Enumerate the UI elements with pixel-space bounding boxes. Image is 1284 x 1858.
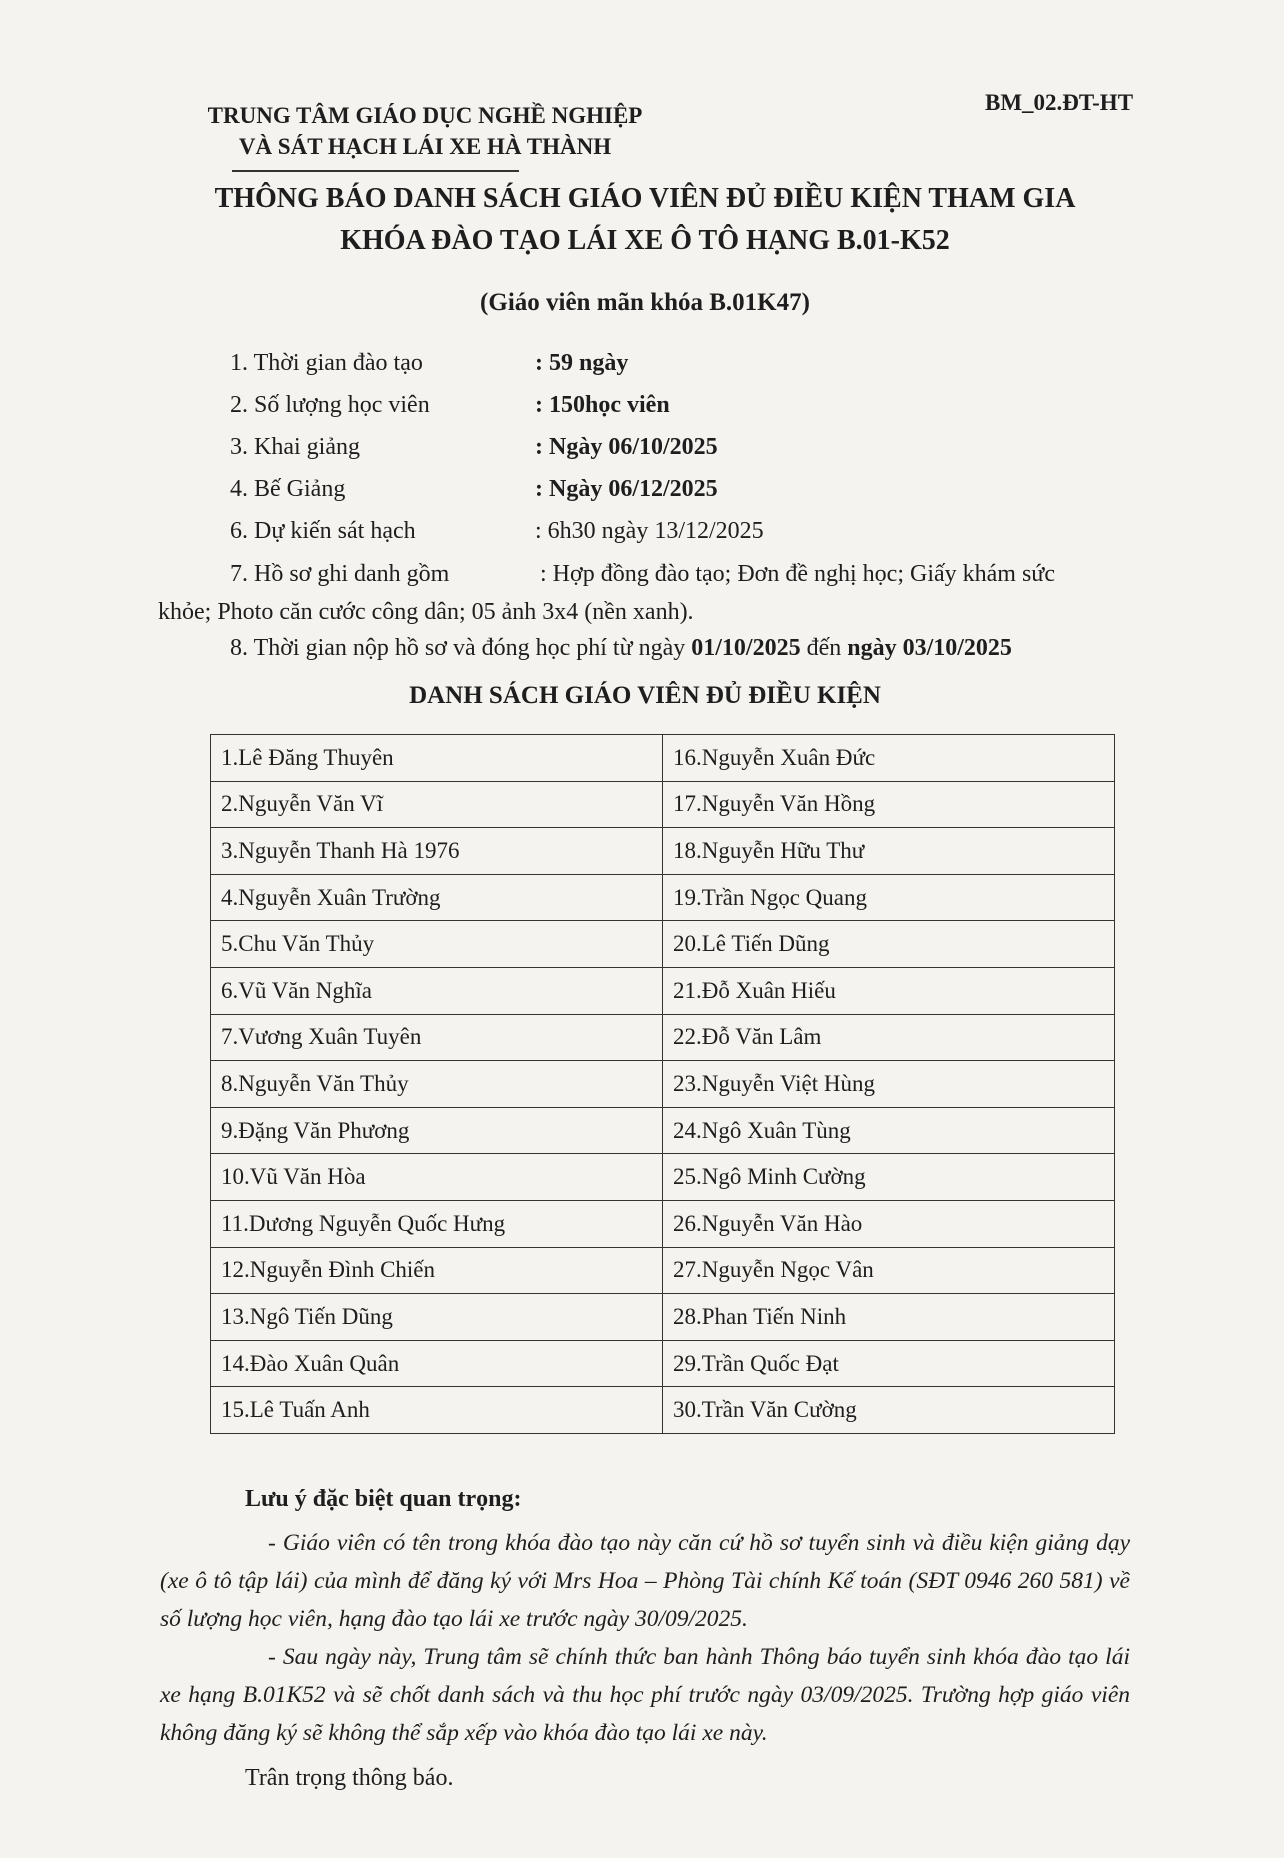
teacher-name-cell: 8.Nguyễn Văn Thủy <box>211 1061 663 1108</box>
teacher-name-cell: 29.Trần Quốc Đạt <box>663 1340 1115 1387</box>
teacher-name-cell: 18.Nguyễn Hữu Thư <box>663 828 1115 875</box>
info-item-submission <box>230 635 1012 662</box>
info-label: 1. Thời gian đào tạo <box>230 350 423 376</box>
teacher-name-cell: 22.Đỗ Văn Lâm <box>663 1014 1115 1061</box>
teacher-name-cell: 21.Đỗ Xuân Hiếu <box>663 967 1115 1014</box>
note-paragraph-2: - Sau ngày này, Trung tâm sẽ chính thức ban hành Thông báo tuyển sinh khóa đào tạo lái xe hạng B.01K52 và sẽ chốt danh sách và thu học phí trước ngày 03/09/2025. Trường hợp giáo viên không đăng ký sẽ không thể sắp xếp vào khóa đào tạo lái xe này. <box>160 1644 1130 1746</box>
teacher-name-cell: 11.Dương Nguyễn Quốc Hưng <box>211 1200 663 1247</box>
teacher-name-cell: 23.Nguyễn Việt Hùng <box>663 1061 1115 1108</box>
info-label: 7. Hồ sơ ghi danh gồm <box>230 561 450 587</box>
teacher-name-cell: 10.Vũ Văn Hòa <box>211 1154 663 1201</box>
teacher-name-cell: 5.Chu Văn Thủy <box>211 921 663 968</box>
teacher-name-cell: 7.Vương Xuân Tuyên <box>211 1014 663 1061</box>
info-value: : 6h30 ngày 13/12/2025 <box>535 518 764 544</box>
table-row <box>211 874 1115 921</box>
subtitle: (Giáo viên mãn khóa B.01K47) <box>480 289 810 316</box>
teacher-name-cell: 25.Ngô Minh Cường <box>663 1154 1115 1201</box>
teacher-table <box>210 734 1115 1434</box>
table-row <box>211 1014 1115 1061</box>
teacher-name-cell: 6.Vũ Văn Nghĩa <box>211 967 663 1014</box>
info-label: 6. Dự kiến sát hạch <box>230 518 416 544</box>
note-title: Lưu ý đặc biệt quan trọng: <box>245 1486 522 1512</box>
table-row <box>211 921 1115 968</box>
teacher-name-cell: 1.Lê Đăng Thuyên <box>211 735 663 782</box>
table-row <box>211 1340 1115 1387</box>
org-underline <box>232 170 519 172</box>
title-line1: THÔNG BÁO DANH SÁCH GIÁO VIÊN ĐỦ ĐIỀU KIỆN THAM GIA <box>214 183 1076 214</box>
info-dossier-continued: khỏe; Photo căn cước công dân; 05 ảnh 3x4 (nền xanh). <box>158 599 694 625</box>
teacher-name-cell: 30.Trần Văn Cường <box>663 1387 1115 1434</box>
teacher-name-cell: 3.Nguyễn Thanh Hà 1976 <box>211 828 663 875</box>
teacher-name-cell: 24.Ngô Xuân Tùng <box>663 1107 1115 1154</box>
info-value: : 59 ngày <box>535 350 629 376</box>
table-row <box>211 967 1115 1014</box>
info-value: : Ngày 06/10/2025 <box>535 434 718 460</box>
info-label: 2. Số lượng học viên <box>230 392 430 418</box>
submission-to-date: ngày 03/10/2025 <box>847 635 1012 661</box>
org-name-line2: VÀ SÁT HẠCH LÁI XE HÀ THÀNH <box>238 134 612 159</box>
teacher-name-cell: 27.Nguyễn Ngọc Vân <box>663 1247 1115 1294</box>
teacher-name-cell: 15.Lê Tuấn Anh <box>211 1387 663 1434</box>
table-row <box>211 1247 1115 1294</box>
teacher-name-cell: 14.Đào Xuân Quân <box>211 1340 663 1387</box>
submission-prefix: 8. Thời gian nộp hồ sơ và đóng học phí từ ngày <box>230 635 692 661</box>
submission-from-date: 01/10/2025 <box>691 635 801 661</box>
info-value: : Ngày 06/12/2025 <box>535 476 718 502</box>
teacher-name-cell: 9.Đặng Văn Phương <box>211 1107 663 1154</box>
org-name-line1: TRUNG TÂM GIÁO DỤC NGHỀ NGHIỆP <box>207 103 643 128</box>
table-row <box>211 1387 1115 1434</box>
form-code: BM_02.ĐT-HT <box>985 90 1134 115</box>
teacher-name-cell: 17.Nguyễn Văn Hồng <box>663 781 1115 828</box>
table-row <box>211 1200 1115 1247</box>
list-title: DANH SÁCH GIÁO VIÊN ĐỦ ĐIỀU KIỆN <box>409 682 881 709</box>
teacher-name-cell: 19.Trần Ngọc Quang <box>663 874 1115 921</box>
title-line2: KHÓA ĐÀO TẠO LÁI XE Ô TÔ HẠNG B.01-K52 <box>340 225 950 256</box>
closing-text: Trân trọng thông báo. <box>245 1765 454 1791</box>
info-label: 4. Bế Giảng <box>230 476 346 502</box>
teacher-name-cell: 26.Nguyễn Văn Hào <box>663 1200 1115 1247</box>
teacher-name-cell: 4.Nguyễn Xuân Trường <box>211 874 663 921</box>
table-row <box>211 1061 1115 1108</box>
teacher-name-cell: 20.Lê Tiến Dũng <box>663 921 1115 968</box>
table-row <box>211 781 1115 828</box>
info-value: : 150học viên <box>535 392 670 418</box>
note-paragraph-1: - Giáo viên có tên trong khóa đào tạo này căn cứ hồ sơ tuyển sinh và điều kiện giảng dạy (xe ô tô tập lái) của mình để đăng ký với Mrs Hoa – Phòng Tài chính Kế toán (SĐT 0946 260 581) về số lượng học viên, hạng đào tạo lái xe trước ngày 30/09/2025. <box>160 1530 1130 1632</box>
table-row <box>211 1294 1115 1341</box>
info-value: : Hợp đồng đào tạo; Đơn đề nghị học; Giấy khám sức <box>540 561 1055 587</box>
teacher-name-cell: 28.Phan Tiến Ninh <box>663 1294 1115 1341</box>
teacher-name-cell: 2.Nguyễn Văn Vĩ <box>211 781 663 828</box>
table-row <box>211 1154 1115 1201</box>
teacher-name-cell: 16.Nguyễn Xuân Đức <box>663 735 1115 782</box>
teacher-name-cell: 12.Nguyễn Đình Chiến <box>211 1247 663 1294</box>
teacher-name-cell: 13.Ngô Tiến Dũng <box>211 1294 663 1341</box>
submission-mid: đến <box>800 635 848 661</box>
info-label: 3. Khai giảng <box>230 434 360 460</box>
table-row <box>211 828 1115 875</box>
table-row <box>211 735 1115 782</box>
table-row <box>211 1107 1115 1154</box>
